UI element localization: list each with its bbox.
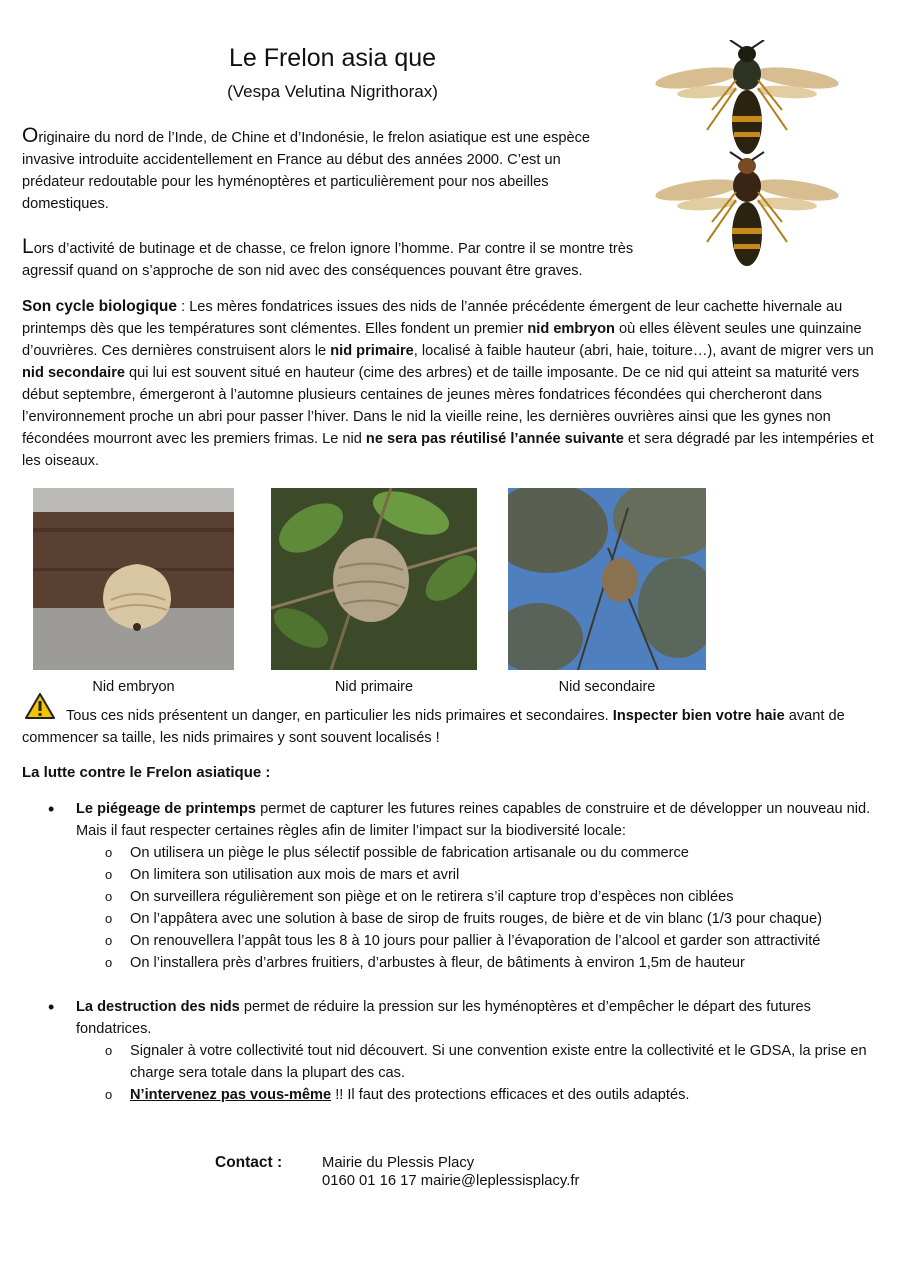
photo-nid-secondaire: [508, 488, 706, 670]
warning-text: Tous ces nids présentent un danger, en particulier les nids primaires et secondaires. Inspecter bien votre haie avant de commencer sa taille, les nids primaires y sont souvent localisés !: [22, 708, 845, 746]
hornet-illustration: [652, 40, 842, 275]
caption-nid-embryon: Nid embryon: [92, 679, 175, 695]
intro-paragraph-2: Lors d’activité de butinage et de chasse, ce frelon ignore l’homme. Par contre il se montre très agressif quand on s’approche de son nid avec des conséquences pouvant être graves.: [22, 235, 634, 279]
lutte-heading: La lutte contre le Frelon asiatique :: [22, 764, 271, 781]
list-subitem: o On l’installera près d’arbres fruitiers, d’arbustes à fleur, de bâtiments à environ 1,5m de hauteur: [22, 952, 882, 974]
list-subitem: o N’intervenez pas vous-même !! Il faut des protections efficaces et des outils adaptés.: [22, 1084, 882, 1106]
list-item-destruction: • La destruction des nids permet de réduire la pression sur les hyménoptères et d’empêcher le départ des futures fondatrices.: [22, 996, 882, 1040]
contact-label: Contact :: [215, 1154, 283, 1171]
page-subtitle: (Vespa Velutina Nigrithorax): [227, 82, 438, 101]
contact-phone-email: 0160 01 16 17 mairie@leplessisplacy.fr: [322, 1173, 580, 1189]
list-subitem: o On limitera son utilisation aux mois de mars et avril: [22, 864, 882, 886]
list-subitem: o Signaler à votre collectivité tout nid découvert. Si une convention existe entre la collectivité et le GDSA, la prise en charge sera totale dans la plupart des cas.: [22, 1040, 882, 1084]
page-title: Le Frelon asia que: [228, 44, 437, 72]
contact-name: Mairie du Plessis Placy: [322, 1155, 475, 1171]
list-subitem: o On utilisera un piège le plus sélectif possible de fabrication artisanale ou du commerce: [22, 842, 882, 864]
caption-nid-secondaire: Nid secondaire: [558, 679, 656, 695]
hornet-top-icon: [654, 40, 840, 154]
lutte-list-2: [22, 996, 882, 1106]
list-subitem: o On surveillera régulièrement son piège et on le retirera s’il capture trop d’espèces non ciblées: [22, 886, 882, 908]
cycle-paragraph: Son cycle biologique : Les mères fondatrices issues des nids de l’année précédente émergent de leur cachette hivernale au printemps dès que les températures sont clémentes. Elles fondent un premier nid embryon où elles élèvent seules une quinzaine d’ouvrières. Ces dernières construisent alors le nid primaire, localisé à faible hauteur (abri, haie, toiture…), avant de migrer vers un nid secondaire qui lui est souvent situé en hauteur (cime des arbres) et de taille imposante. De ce nid qui atteint sa maturité vers début septembre, émergeront à l’automne plusieurs centaines de jeunes mères fondatrices fécondées qui chercheront dans l’environnement proche un abri pour passer l’hiver. Dans le nid la vieille reine, les dernières ouvrières ainsi que les gynes non fécondées mourront avec les premiers frimas. Le nid ne sera pas réutilisé l’année suivante et sera dégradé par les intempéries et les oiseaux.: [22, 298, 874, 469]
caption-nid-primaire: Nid primaire: [334, 679, 414, 695]
list-subitem: o On l’appâtera avec une solution à base de sirop de fruits rouges, de bière et de vin blanc (1/3 pour chaque): [22, 908, 882, 930]
photo-nid-embryon: [33, 488, 234, 670]
list-subitem: o On renouvellera l’appât tous les 8 à 10 jours pour pallier à l’évaporation de l’alcool et garder son attractivité: [22, 930, 882, 952]
hornet-bottom-icon: [654, 152, 840, 266]
photo-nid-primaire: [271, 488, 477, 670]
lutte-list-1: [22, 798, 882, 974]
intro-paragraph-1: Originaire du nord de l’Inde, de Chine et d’Indonésie, le frelon asiatique est une espèce invasive introduite accidentellement en France au début des années 2000. C’est un prédateur redoutable pour les hyménoptères et particulièrement pour nos abeilles domestiques.: [22, 124, 591, 212]
list-item-piegeage: • Le piégeage de printemps permet de capturer les futures reines capables de construire et de développer un nouveau nid. Mais il faut respecter certaines règles afin de limiter l’impact sur la biodiversité locale:: [22, 798, 882, 842]
